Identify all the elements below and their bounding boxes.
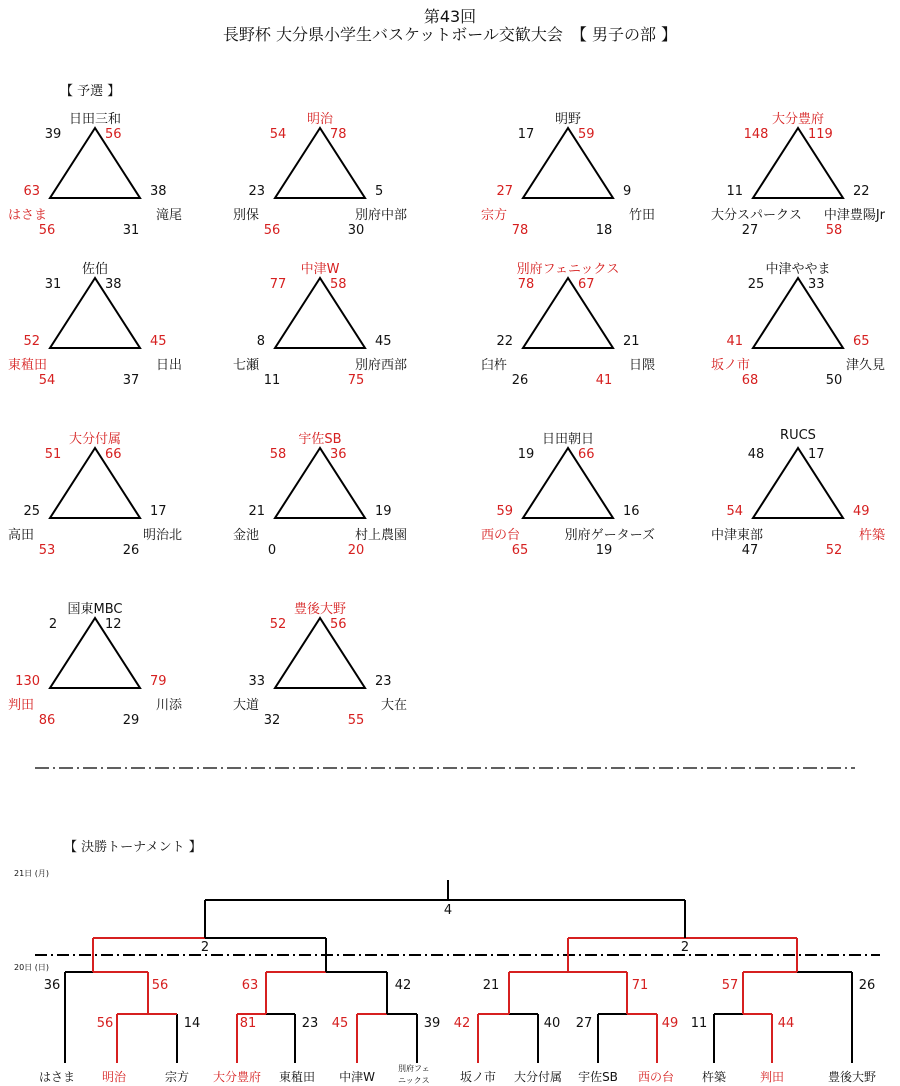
group-score: 0: [267, 543, 277, 558]
event-title: 長野杯 大分県小学生バスケットボール交歓大会 【 男子の部 】: [222, 25, 678, 44]
group-left-team: 臼杵: [481, 358, 508, 373]
group-score: 68: [741, 373, 759, 388]
group-score: 8: [256, 334, 265, 349]
group-score: 54: [38, 373, 56, 388]
bracket-team: 中津W: [339, 1070, 375, 1084]
group-score: 32: [263, 713, 281, 728]
bracket-team: 西の台: [637, 1070, 674, 1084]
group-score: 66: [578, 447, 595, 462]
bracket-score: 63: [241, 978, 259, 993]
group-score: 66: [105, 447, 122, 462]
group-left-team: 七瀬: [233, 358, 260, 373]
group-top-team: 中津ややま: [765, 262, 831, 277]
group-score: 58: [269, 447, 287, 462]
group-right-team: 日隈: [628, 358, 655, 373]
group-score: 21: [623, 334, 640, 349]
group-top-team: 佐伯: [81, 262, 108, 277]
bracket-score: 71: [631, 978, 649, 993]
group-score: 45: [150, 334, 167, 349]
group-score: 65: [511, 543, 529, 558]
group-score: 54: [726, 504, 743, 519]
group-score: 25: [23, 504, 40, 519]
group-score: 56: [263, 223, 281, 238]
group-score: 47: [741, 543, 759, 558]
group-score: 18: [595, 223, 613, 238]
bracket-team-wrapped-line2: ニックス: [398, 1076, 430, 1085]
group-score: 119: [808, 127, 833, 142]
group-score: 33: [808, 277, 825, 292]
group-score: 19: [595, 543, 613, 558]
group-score: 56: [38, 223, 56, 238]
bracket-team: はさま: [38, 1070, 75, 1084]
bracket-team: 宇佐SB: [578, 1070, 618, 1084]
group-left-team: 坂ノ市: [711, 358, 751, 373]
bracket-score: 14: [183, 1016, 201, 1031]
bracket-team: 大分付属: [513, 1070, 562, 1084]
group-score: 78: [511, 223, 529, 238]
group-score: 27: [741, 223, 759, 238]
group-left-team: 中津東部: [711, 528, 764, 543]
group-score: 26: [122, 543, 140, 558]
bracket-team: 判田: [759, 1070, 784, 1084]
group-score: 31: [122, 223, 140, 238]
group-left-team: 別保: [233, 208, 260, 223]
bracket-score: 56: [96, 1016, 114, 1031]
bracket-score: 26: [858, 978, 876, 993]
group-right-team: 中津豊陽Jr: [823, 208, 885, 223]
group-score: 148: [743, 127, 769, 142]
group-left-team: 判田: [8, 698, 35, 713]
bracket-score: 11: [690, 1016, 708, 1031]
day2-label: 20日 (日): [14, 963, 49, 972]
group-score: 25: [747, 277, 765, 292]
group-top-team: 日田朝日: [541, 432, 594, 447]
group-score: 63: [23, 184, 40, 199]
bracket-score: 49: [661, 1016, 679, 1031]
group-score: 56: [330, 617, 347, 632]
group-score: 38: [150, 184, 167, 199]
group-right-team: 杵築: [858, 528, 885, 543]
group-score: 75: [347, 373, 365, 388]
bracket-score: 44: [777, 1016, 795, 1031]
group-right-team: 村上農園: [354, 528, 407, 543]
group-score: 48: [747, 447, 765, 462]
group-score: 19: [375, 504, 392, 519]
group-top-team: 大分付属: [68, 432, 121, 447]
group-left-team: 高田: [8, 528, 35, 543]
group-score: 79: [150, 674, 167, 689]
group-top-team: 明治: [306, 112, 333, 127]
group-score: 67: [578, 277, 595, 292]
group-top-team: 豊後大野: [293, 602, 346, 617]
group-score: 33: [248, 674, 265, 689]
bracket-team-wrapped-line1: 別府フェ: [398, 1064, 430, 1073]
bracket-score: 40: [543, 1016, 561, 1031]
bracket-team: 杵築: [701, 1070, 726, 1084]
group-score: 26: [511, 373, 529, 388]
group-score: 59: [496, 504, 513, 519]
group-left-team: 大分スパークス: [711, 208, 802, 223]
group-score: 50: [825, 373, 843, 388]
bracket-score: 81: [239, 1016, 257, 1031]
group-score: 9: [623, 184, 632, 199]
bracket-score: 21: [482, 978, 500, 993]
group-score: 38: [105, 277, 122, 292]
group-score: 45: [375, 334, 392, 349]
group-score: 52: [269, 617, 287, 632]
group-top-team: 日田三和: [68, 112, 121, 127]
group-score: 78: [517, 277, 535, 292]
group-score: 36: [330, 447, 347, 462]
group-right-team: 別府西部: [354, 358, 407, 373]
group-score: 77: [269, 277, 287, 292]
group-score: 39: [44, 127, 62, 142]
group-score: 58: [825, 223, 843, 238]
group-score: 52: [825, 543, 843, 558]
group-left-team: 宗方: [481, 208, 508, 223]
group-score: 20: [347, 543, 365, 558]
group-left-team: はさま: [8, 208, 48, 223]
group-score: 54: [269, 127, 287, 142]
semi-score-left: 2: [200, 940, 210, 955]
bracket-score: 39: [423, 1016, 441, 1031]
final-heading: 【 決勝トーナメント 】: [64, 840, 202, 855]
group-score: 56: [105, 127, 122, 142]
group-score: 17: [517, 127, 535, 142]
group-right-team: 滝尾: [155, 208, 182, 223]
bracket-team: 豊後大野: [827, 1070, 876, 1084]
prelim-heading: 【 予選 】: [60, 84, 121, 99]
group-score: 30: [347, 223, 365, 238]
group-score: 41: [595, 373, 613, 388]
group-score: 51: [44, 447, 62, 462]
group-right-team: 大在: [380, 698, 407, 713]
bracket-score: 56: [151, 978, 169, 993]
group-score: 130: [15, 674, 40, 689]
group-right-team: 明治北: [142, 528, 182, 543]
group-score: 11: [263, 373, 281, 388]
group-right-team: 川添: [155, 698, 182, 713]
bracket-score: 42: [394, 978, 412, 993]
bracket-team: 東稙田: [278, 1070, 315, 1084]
group-score: 41: [726, 334, 743, 349]
semi-score-right: 2: [680, 940, 690, 955]
group-score: 59: [578, 127, 595, 142]
group-score: 5: [375, 184, 384, 199]
group-score: 11: [726, 184, 743, 199]
group-score: 2: [48, 617, 58, 632]
group-score: 21: [248, 504, 265, 519]
group-score: 23: [375, 674, 392, 689]
group-score: 17: [808, 447, 825, 462]
bracket-team: 明治: [101, 1070, 126, 1084]
group-score: 86: [38, 713, 56, 728]
group-top-team: 明野: [554, 112, 581, 127]
group-score: 16: [623, 504, 640, 519]
group-score: 12: [105, 617, 122, 632]
group-right-team: 竹田: [628, 208, 655, 223]
bracket-score: 27: [575, 1016, 593, 1031]
group-score: 78: [330, 127, 347, 142]
group-score: 52: [23, 334, 40, 349]
group-right-team: 別府ゲーターズ: [564, 528, 655, 543]
event-number: 第43回: [423, 7, 477, 26]
group-score: 29: [122, 713, 140, 728]
group-top-team: RUCS: [780, 428, 816, 443]
group-score: 19: [517, 447, 535, 462]
group-top-team: 中津W: [300, 262, 340, 277]
group-score: 22: [853, 184, 870, 199]
group-score: 23: [248, 184, 265, 199]
bracket-team: 大分豊府: [212, 1070, 261, 1084]
day1-label: 21日 (月): [14, 869, 49, 878]
group-top-team: 大分豊府: [771, 112, 824, 127]
bracket-score: 57: [721, 978, 739, 993]
group-score: 17: [150, 504, 167, 519]
group-right-team: 日出: [155, 358, 182, 373]
group-left-team: 東稙田: [8, 358, 48, 373]
group-score: 49: [853, 504, 870, 519]
group-score: 58: [330, 277, 347, 292]
bracket-score: 45: [331, 1016, 349, 1031]
group-score: 53: [38, 543, 56, 558]
group-score: 22: [496, 334, 513, 349]
group-left-team: 金池: [233, 528, 260, 543]
bracket-score: 42: [453, 1016, 471, 1031]
group-top-team: 別府フェニックス: [516, 262, 620, 277]
bracket-team: 坂ノ市: [459, 1070, 496, 1084]
bracket-score: 23: [301, 1016, 319, 1031]
group-top-team: 国東MBC: [67, 602, 123, 617]
bracket-score: 36: [43, 978, 61, 993]
final-score: 4: [443, 903, 453, 918]
group-score: 55: [347, 713, 365, 728]
group-left-team: 西の台: [481, 528, 521, 543]
group-right-team: 津久見: [845, 358, 885, 373]
group-top-team: 宇佐SB: [298, 432, 342, 447]
group-score: 37: [122, 373, 140, 388]
group-left-team: 大道: [233, 698, 260, 713]
bracket-team: 宗方: [164, 1070, 189, 1084]
group-score: 27: [496, 184, 513, 199]
group-score: 65: [853, 334, 870, 349]
group-right-team: 別府中部: [354, 208, 407, 223]
group-score: 31: [44, 277, 62, 292]
